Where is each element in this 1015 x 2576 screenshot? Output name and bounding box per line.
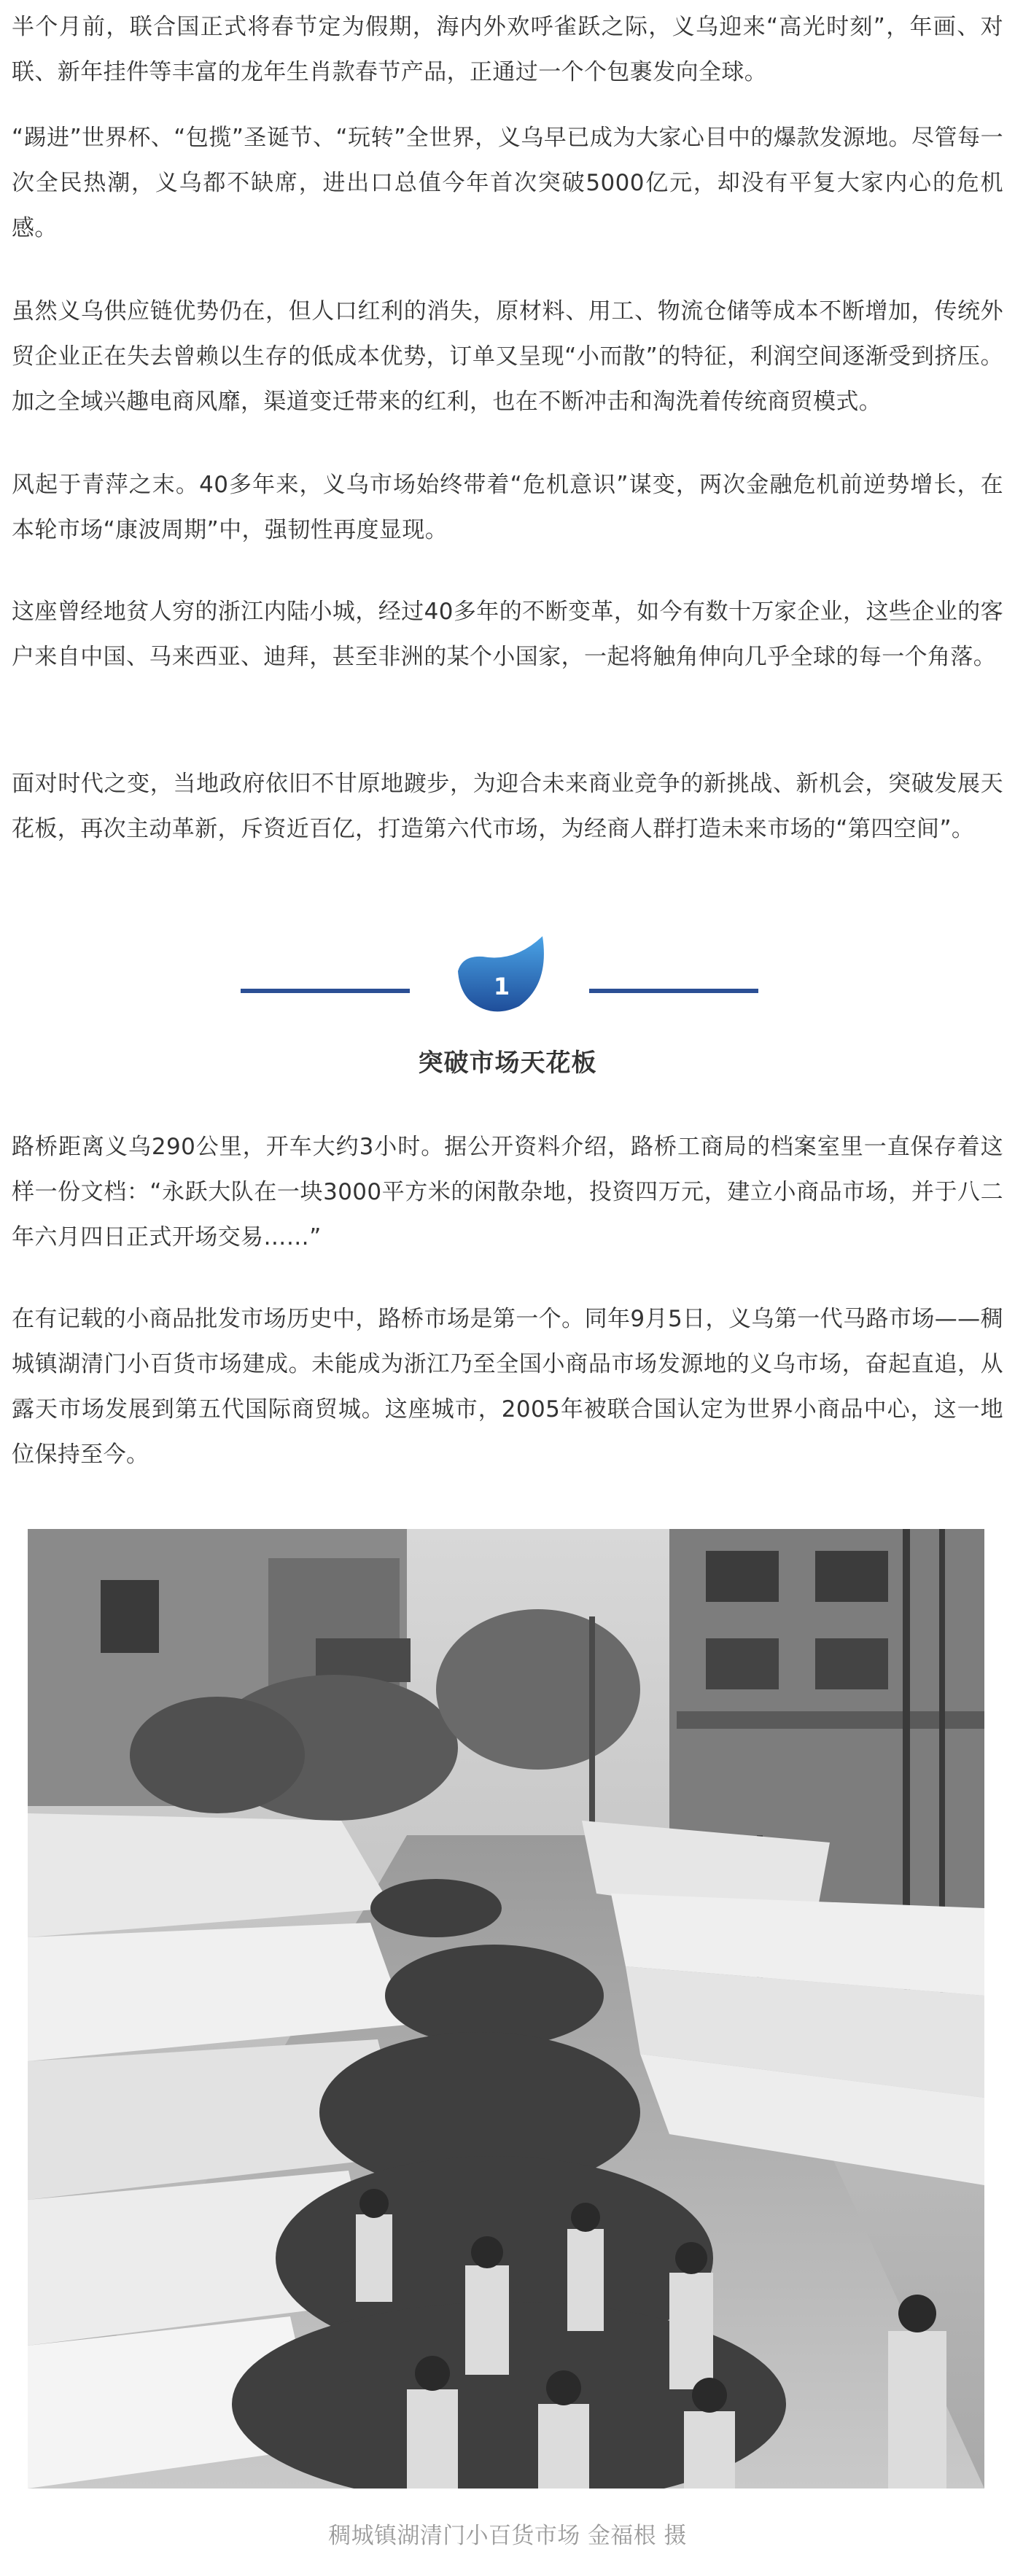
paragraph-5: 这座曾经地贫人穷的浙江内陆小城，经过40多年的不断变革，如今有数十万家企业，这些企业的客户来自中国、马来西亚、迪拜，甚至非洲的某个小国家，一起将触角伸向几乎全球的每一个角落。 (12, 599, 1003, 670)
paragraph-6: 面对时代之变，当地政府依旧不甘原地踱步，为迎合未来商业竞争的新挑战、新机会，突破发展天花板，再次主动革新，斥资近百亿，打造第六代市场，为经商人群打造未来市场的“第四空间”。 (12, 771, 1003, 842)
section-header (0, 933, 1015, 1108)
market-photo (28, 1529, 984, 2489)
market-photo-illustration (28, 1529, 984, 2489)
section-number-badge (449, 933, 559, 1013)
paragraph-8: 在有记载的小商品批发市场历史中，路桥市场是第一个。同年9月5日，义乌第一代马路市场——稠城镇湖清门小百货市场建成。未能成为浙江乃至全国小商品市场发源地的义乌市场，奋起直追，从露天市场发展到第五代国际商贸城。这座城市，2005年被联合国认定为世界小商品中心，这一地位保持至今。 (12, 1306, 1003, 1468)
leaf-badge-icon (449, 933, 559, 1013)
divider-line-right (589, 989, 758, 993)
paragraph-2: “踢进”世界杯、“包揽”圣诞节、“玩转”全世界，义乌早已成为大家心目中的爆款发源地。尽管每一次全民热潮，义乌都不缺席，进出口总值今年首次突破5000亿元，却没有平复大家内心的危机感。 (12, 125, 1003, 241)
paragraph-7: 路桥距离义乌290公里，开车大约3小时。据公开资料介绍，路桥工商局的档案室里一直保存着这样一份文档：“永跃大队在一块3000平方米的闲散杂地，投资四万元，建立小商品市场，并于八二年六月四日正式开场交易……” (12, 1134, 1003, 1250)
paragraph-3: 虽然义乌供应链优势仍在，但人口红利的消失，原材料、用工、物流仓储等成本不断增加，传统外贸企业正在失去曾赖以生存的低成本优势，订单又呈现“小而散”的特征，利润空间逐渐受到挤压。加之全域兴趣电商风靡，渠道变迁带来的红利，也在不断冲击和淘洗着传统商贸模式。 (12, 298, 1003, 415)
section-number: 1 (493, 973, 510, 1000)
photo-caption: 稠城镇湖清门小百货市场 金福根 摄 (328, 2523, 687, 2549)
divider-line-left (241, 989, 410, 993)
section-title: 突破市场天花板 (418, 1048, 597, 1078)
paragraph-1: 半个月前，联合国正式将春节定为假期，海内外欢呼雀跃之际，义乌迎来“高光时刻”，年画、对联、新年挂件等丰富的龙年生肖款春节产品，正通过一个个包裹发向全球。 (12, 14, 1003, 85)
paragraph-4: 风起于青萍之末。40多年来，义乌市场始终带着“危机意识”谋变，两次金融危机前逆势增长，在本轮市场“康波周期”中，强韧性再度显现。 (12, 472, 1003, 543)
